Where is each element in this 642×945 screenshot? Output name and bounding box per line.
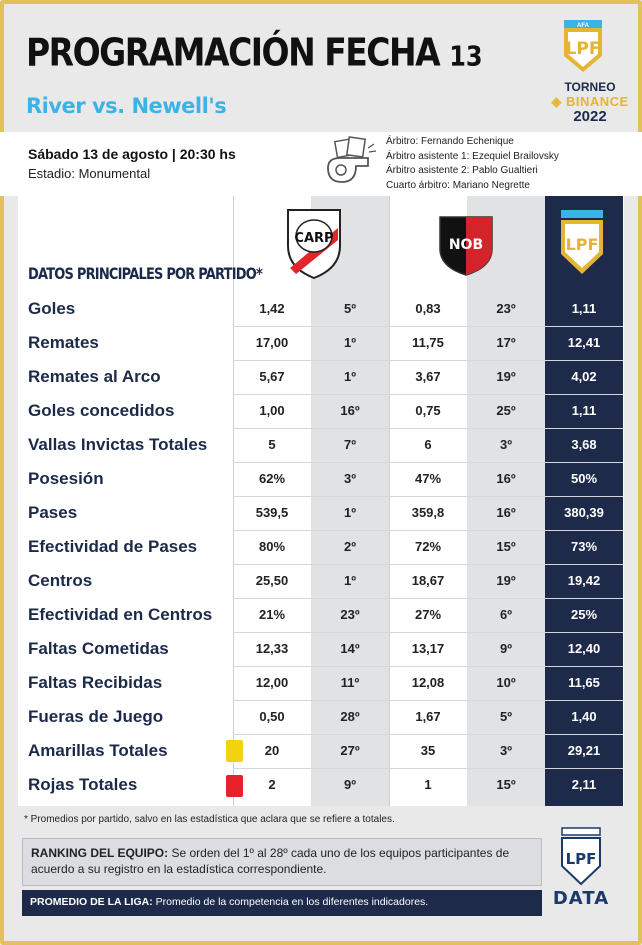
newells-crest-icon: [436, 213, 496, 277]
logo-afa-text: AFA: [577, 23, 589, 29]
table-row: [18, 735, 624, 769]
team1-rank: 2º: [344, 539, 356, 554]
team2-rank: 3º: [500, 437, 512, 452]
team2-value: 0,75: [415, 403, 441, 418]
league-average: 3,68: [571, 437, 597, 452]
team2-value: 72%: [414, 539, 442, 554]
team1-rank: 1º: [344, 335, 356, 350]
league-average: 11,65: [568, 675, 600, 690]
team2-rank: 15º: [496, 539, 516, 554]
league-average: 1,40: [571, 709, 597, 724]
team2-value: 1,67: [415, 709, 441, 724]
footnote: * Promedios por partido, salvo en las estadística que aclara que se refiere a totales.: [24, 814, 395, 825]
league-average: 1,11: [571, 403, 597, 418]
team1-value: 17,00: [255, 335, 289, 350]
newells-crest-text: NOB: [448, 237, 484, 253]
match-info: [0, 132, 642, 196]
year-label: 2022: [573, 108, 607, 125]
table-row: [18, 667, 624, 701]
table-row: [18, 531, 624, 565]
team1-value: 12,00: [255, 675, 289, 690]
stat-label: Faltas Recibidas: [28, 673, 163, 692]
team2-rank: 25º: [496, 403, 516, 418]
svg-text:LPF: LPF: [565, 39, 601, 59]
team2-rank: 6º: [500, 607, 512, 622]
team1-rank: 7º: [344, 437, 356, 452]
team1-rank: 5º: [344, 301, 356, 316]
referee-line: Árbitro asistente 2: Pablo Gualtieri: [386, 165, 538, 176]
table-row: [18, 361, 624, 395]
table-row: [18, 463, 624, 497]
lpf-crest-text: LPF: [565, 235, 599, 254]
team2-rank: 10º: [496, 675, 516, 690]
team1-rank: 1º: [344, 505, 356, 520]
team2-rank: 9º: [500, 641, 512, 656]
river-plate-crest-icon: [284, 206, 344, 280]
league-average: 50%: [570, 471, 598, 486]
team1-value: 80%: [258, 539, 286, 554]
team2-rank: 19º: [496, 369, 516, 384]
team2-rank: 16º: [496, 505, 516, 520]
team1-rank: 23º: [340, 607, 360, 622]
table-row: [18, 293, 624, 327]
stat-label: Efectividad en Centros: [28, 605, 213, 624]
team2-value: 13,17: [411, 641, 445, 656]
league-average: 4,02: [571, 369, 597, 384]
referee-line: Árbitro: Fernando Echenique: [386, 136, 514, 147]
table-row: [18, 327, 624, 361]
team2-rank: 19º: [496, 573, 516, 588]
league-average: 73%: [570, 539, 598, 554]
team1-rank: 9º: [344, 777, 356, 792]
team1-value: 1,42: [259, 301, 285, 316]
stat-label: Remates al Arco: [28, 367, 161, 386]
team1-value: 1,00: [259, 403, 285, 418]
red-card-icon: [226, 775, 243, 797]
league-average: 380,39: [564, 505, 604, 520]
whistle-icon: [322, 136, 380, 192]
team2-value: 35: [420, 743, 436, 758]
match-subtitle: River vs. Newell's: [26, 94, 227, 118]
stat-label: Pases: [28, 503, 78, 522]
stat-label: Efectividad de Pases: [28, 537, 198, 556]
team2-value: 18,67: [411, 573, 445, 588]
stat-label: Remates: [28, 333, 99, 352]
lpf-data-logo-icon: [556, 826, 606, 886]
league-average: 19,42: [567, 573, 601, 588]
team1-value: 20: [264, 743, 280, 758]
match-date: Sábado 13 de agosto | 20:30 hs: [28, 146, 236, 162]
stat-label: Rojas Totales: [28, 775, 138, 794]
league-average: 2,11: [571, 777, 597, 792]
team1-value: 25,50: [255, 573, 289, 588]
table-row: [18, 599, 624, 633]
team2-rank: 23º: [496, 301, 516, 316]
team1-value: 5,67: [259, 369, 285, 384]
torneo-label: TORNEO: [564, 80, 616, 94]
league-average: 12,40: [567, 641, 601, 656]
referee-line: Árbitro asistente 1: Ezequiel Brailovsky: [386, 150, 559, 162]
river-crest-text: CARP: [294, 231, 334, 246]
team1-rank: 1º: [344, 369, 356, 384]
table-row: [18, 497, 624, 531]
team2-value: 12,08: [411, 675, 445, 690]
yellow-card-icon: [226, 740, 243, 762]
table-row: [18, 429, 624, 463]
team1-rank: 27º: [340, 743, 360, 758]
team1-rank: 16º: [340, 403, 360, 418]
table-row: [18, 701, 624, 735]
team1-value: 12,33: [255, 641, 289, 656]
stat-label: Posesión: [28, 469, 104, 488]
table-row: [18, 565, 624, 599]
stat-label: Centros: [28, 571, 93, 590]
page-title: PROGRAMACIÓN FECHA 13: [26, 30, 483, 75]
team2-value: 11,75: [412, 335, 444, 350]
team1-value: 2: [268, 777, 276, 792]
league-average: 1,11: [571, 301, 597, 316]
stat-label: Goles concedidos: [28, 401, 175, 420]
team2-rank: 3º: [500, 743, 512, 758]
team2-value: 1: [424, 777, 432, 792]
lpf-logo-icon: [560, 18, 606, 74]
team1-value: 21%: [258, 607, 286, 622]
team1-rank: 28º: [340, 709, 360, 724]
sponsor-label: ◈ BINANCE: [551, 94, 629, 109]
team1-value: 0,50: [259, 709, 285, 724]
team1-rank: 3º: [344, 471, 356, 486]
team2-value: 0,83: [415, 301, 441, 316]
league-average-explanation: PROMEDIO DE LA LIGA: Promedio de la competencia en los diferentes indicadores.: [22, 890, 542, 916]
team1-rank: 11º: [340, 675, 360, 690]
team2-rank: 16º: [496, 471, 516, 486]
team2-value: 27%: [414, 607, 442, 622]
ranking-explanation: RANKING DEL EQUIPO: Se orden del 1º al 28º cada uno de los equipos participantes de acuerdo a su registro en la estadística correspondiente.: [22, 838, 542, 886]
table-row: [18, 769, 624, 803]
team2-rank: 17º: [496, 335, 516, 350]
team1-value: 62%: [258, 471, 286, 486]
table-row: [18, 633, 624, 667]
league-average: 25%: [570, 607, 598, 622]
league-average: 29,21: [567, 743, 601, 758]
stat-label: Vallas Invictas Totales: [28, 435, 208, 454]
referee-line: Cuarto árbitro: Mariano Negrette: [386, 179, 530, 191]
team1-rank: 1º: [344, 573, 356, 588]
data-logo-text: DATA: [552, 888, 610, 909]
team1-value: 5: [268, 437, 276, 452]
team1-value: 539,5: [255, 505, 289, 520]
binance-icon: ◈: [551, 94, 566, 109]
lpf-league-crest-icon: [557, 208, 607, 276]
section-title: DATOS PRINCIPALES POR PARTIDO*: [28, 266, 263, 284]
team1-rank: 14º: [340, 641, 360, 656]
stat-label: Amarillas Totales: [28, 741, 168, 760]
svg-text:LPF: LPF: [565, 850, 597, 868]
team2-value: 47%: [414, 471, 442, 486]
team2-rank: 5º: [500, 709, 512, 724]
stat-label: Fueras de Juego: [28, 707, 164, 726]
league-average: 12,41: [567, 335, 601, 350]
table-row: [18, 395, 624, 429]
team2-value: 3,67: [415, 369, 441, 384]
match-stadium: Estadio: Monumental: [28, 166, 151, 181]
team2-value: 359,8: [411, 505, 445, 520]
stat-label: Goles: [28, 299, 76, 318]
referees-list: [386, 135, 559, 193]
team2-rank: 15º: [496, 777, 516, 792]
stat-label: Faltas Cometidas: [28, 639, 169, 658]
team2-value: 6: [424, 437, 432, 452]
